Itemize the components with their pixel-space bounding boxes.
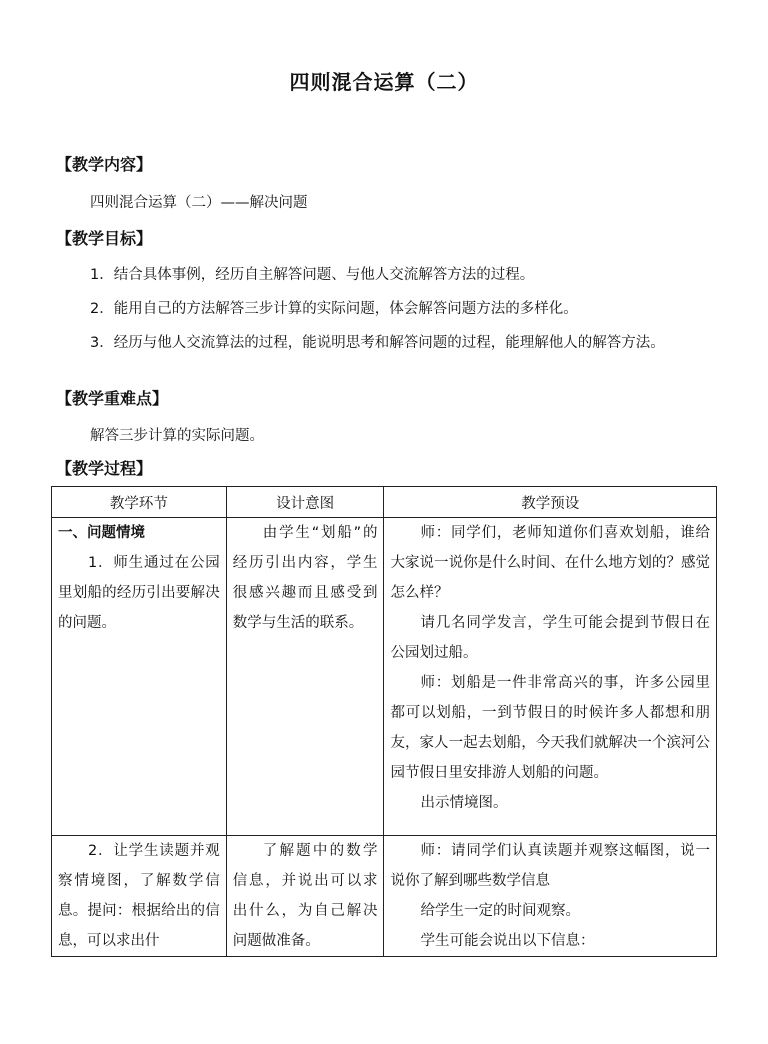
heading-process: 【教学过程】	[56, 459, 153, 478]
stage-cell	[52, 518, 227, 836]
table-row	[52, 836, 717, 957]
stage-cell	[52, 836, 227, 957]
plan-paragraph: 师：划船是一件非常高兴的事，许多公园里都可以划船，一到节假日的时候许多人都想和朋友，家人一起去划船，今天我们就解决一个滨河公园节假日里安排游人划船的问题。	[390, 675, 710, 781]
intent-cell	[226, 836, 384, 957]
plan-paragraph: 出示情境图。	[420, 795, 508, 811]
column-header: 教学环节	[52, 487, 227, 518]
goal-item: 3．经历与他人交流算法的过程，能说明思考和解答问题的过程，能理解他人的解答方法。	[90, 335, 665, 351]
table-header-row	[52, 487, 717, 518]
column-header: 设计意图	[226, 487, 384, 518]
plan-cell	[384, 518, 717, 836]
plan-paragraph: 请几名同学发言，学生可能会提到节假日在公园划过船。	[390, 615, 710, 661]
table-row	[52, 518, 717, 836]
heading-content: 【教学内容】	[56, 155, 153, 174]
goals-list	[56, 258, 716, 360]
goal-item: 2．能用自己的方法解答三步计算的实际问题，体会解答问题方法的多样化。	[90, 301, 578, 317]
process-table	[51, 486, 717, 957]
plan-paragraph: 学生可能会说出以下信息：	[420, 933, 595, 949]
intent-cell	[226, 518, 384, 836]
document-title: 四则混合运算（二）	[289, 70, 479, 94]
plan-paragraph: 师：同学们，老师知道你们喜欢划船，谁给大家说一说你是什么时间、在什么地方划的？感觉怎么样？	[390, 525, 710, 601]
stage-text: 1．师生通过在公园里划船的经历引出要解决的问题。	[58, 555, 220, 631]
key-points-text: 解答三步计算的实际问题。	[90, 428, 264, 444]
heading-key-points: 【教学重难点】	[56, 389, 169, 408]
intent-text: 由学生“划船”的经历引出内容，学生很感兴趣而且感受到数学与生活的联系。	[232, 525, 378, 631]
stage-title: 一、问题情境	[58, 525, 145, 541]
column-header: 教学预设	[384, 487, 717, 518]
stage-text: 2．让学生读题并观察情境图，了解数学信息。提问：根据给出的信息，可以求出什	[58, 843, 220, 949]
heading-goals: 【教学目标】	[56, 229, 153, 248]
plan-paragraph: 给学生一定的时间观察。	[420, 903, 580, 919]
goal-item: 1．结合具体事例，经历自主解答问题、与他人交流解答方法的过程。	[90, 267, 535, 283]
content-text: 四则混合运算（二）——解决问题	[90, 195, 308, 211]
plan-cell	[384, 836, 717, 957]
intent-text: 了解题中的数学信息，并说出可以求出什么，为自己解决问题做准备。	[232, 843, 378, 949]
plan-paragraph: 师：请同学们认真读题并观察这幅图，说一说你了解到哪些数学信息	[390, 843, 710, 889]
